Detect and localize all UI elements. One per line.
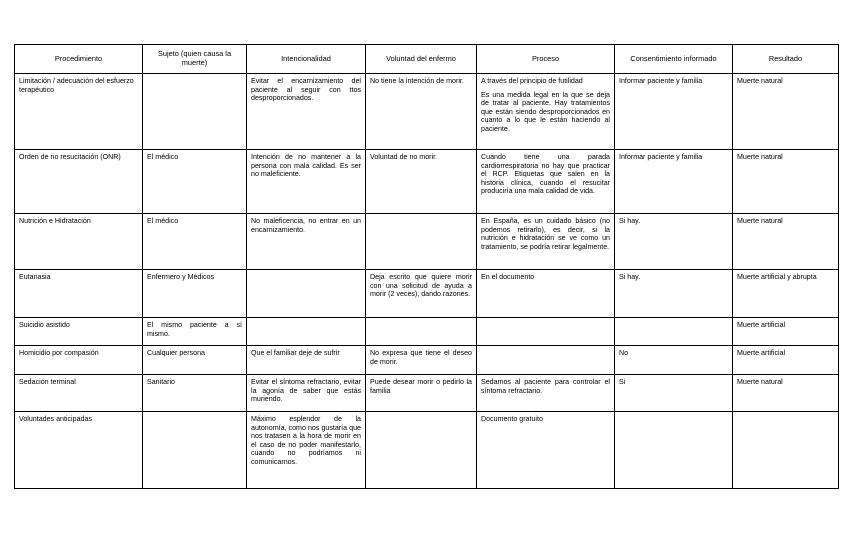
cell-resultado: Muerte natural [733,375,839,412]
cell-sujeto: El médico [143,214,247,270]
cell-proceso [477,318,615,346]
procedures-table [14,44,839,489]
cell-sujeto [143,74,247,150]
cell-intencionalidad: Evitar el encarnizamiento del paciente al seguir con ttos desproporcionados. [247,74,366,150]
cell-procedimiento: Voluntades anticipadas [15,412,143,489]
cell-consentimiento: Si hay. [615,270,733,318]
header-procedimiento: Procedimiento [15,45,143,74]
cell-voluntad: Voluntad de no morir. [366,150,477,214]
cell-proceso [477,74,615,150]
cell-resultado: Muerte natural [733,74,839,150]
table-row [15,346,839,375]
cell-voluntad: Puede desear morir o pedirlo la familia [366,375,477,412]
cell-proceso [477,375,615,412]
cell-resultado: Muerte artificial [733,318,839,346]
cell-proceso-paragraph: En España, es un cuidado básico (no podemos retirarlo), es decir, si la nutrición e hidratación se ve como un tratamiento, se podría retirar legalmente. [481,217,610,251]
cell-procedimiento: Sedación terminal [15,375,143,412]
cell-proceso [477,270,615,318]
table-row [15,375,839,412]
cell-voluntad: Deja escrito que quiere morir con una solicitud de ayuda a morir (2 veces), dando razones. [366,270,477,318]
cell-voluntad [366,412,477,489]
table-header [15,45,839,74]
table-row [15,150,839,214]
cell-proceso [477,346,615,375]
table-row [15,412,839,489]
cell-consentimiento [615,318,733,346]
cell-procedimiento: Limitación / adecuación del esfuerzo terapéutico [15,74,143,150]
table-body [15,74,839,489]
cell-consentimiento: Informar paciente y familia [615,74,733,150]
header-resultado: Resultado [733,45,839,74]
cell-sujeto: Sanitario [143,375,247,412]
cell-consentimiento: Informar paciente y familia [615,150,733,214]
cell-voluntad [366,318,477,346]
header-consentimiento: Consentimiento informado [615,45,733,74]
cell-voluntad: No tiene la intención de morir. [366,74,477,150]
cell-sujeto: El médico [143,150,247,214]
cell-intencionalidad [247,318,366,346]
header-intencionalidad: Intencionalidad [247,45,366,74]
cell-intencionalidad [247,270,366,318]
cell-consentimiento [615,412,733,489]
header-voluntad: Voluntad del enfermo [366,45,477,74]
table-row [15,318,839,346]
table-row [15,214,839,270]
cell-proceso-paragraph: Sedamos al paciente para controlar el síntoma refractario. [481,378,610,395]
cell-proceso [477,150,615,214]
cell-intencionalidad: Máximo esplendor de la autonomía, como nos gustaría que nos tratasen a la hora de morir en el caso de no poder manifestarlo, cuando no podríamos ni comunicarnos. [247,412,366,489]
cell-intencionalidad: Intención de no mantener a la persona con mala calidad. Es ser no maleficiente. [247,150,366,214]
cell-sujeto: Cualquier persona [143,346,247,375]
cell-procedimiento: Nutrición e Hidratación [15,214,143,270]
cell-sujeto: Enfermero y Médicos [143,270,247,318]
cell-proceso [477,412,615,489]
cell-intencionalidad: Evitar el síntoma refractario, evitar la agonía de saber que estás muriendo. [247,375,366,412]
cell-procedimiento: Orden de no resucitación (ONR) [15,150,143,214]
cell-proceso-paragraph: Documento gratuito [481,415,543,423]
cell-consentimiento: Si hay. [615,214,733,270]
cell-intencionalidad: Que el familiar deje de sufrir [247,346,366,375]
cell-procedimiento: Suicidio asistido [15,318,143,346]
cell-sujeto [143,412,247,489]
cell-intencionalidad: No maleficencia, no entrar en un encarnizamiento. [247,214,366,270]
cell-proceso-paragraph: A través del principio de futilidad [481,77,583,85]
cell-voluntad [366,214,477,270]
cell-sujeto: El mismo paciente a sí mismo. [143,318,247,346]
cell-proceso-paragraph: Cuando tiene una parada cardiorrespiratoria no hay que practicar el RCP. Etiquetas que salen en la historia clínica, cuando el resucitar produciría una mala calidad de vida. [481,153,610,196]
cell-procedimiento: Homicidio por compasión [15,346,143,375]
cell-resultado: Muerte natural [733,150,839,214]
cell-voluntad: No expresa que tiene el deseo de morir. [366,346,477,375]
cell-resultado: Muerte artificial [733,346,839,375]
cell-proceso-paragraph: En el documento [481,273,535,281]
cell-consentimiento: No [615,346,733,375]
cell-proceso-paragraph: Es una medida legal en la que se deja de tratar al paciente. Hay tratamientos que están siendo desproporcionados en cuanto a lo que le están haciendo al paciente. [481,90,610,133]
header-sujeto: Sujeto (quien causa la muerte) [143,45,247,74]
cell-resultado [733,412,839,489]
cell-resultado: Muerte artificial y abrupta [733,270,839,318]
cell-proceso [477,214,615,270]
table-row [15,74,839,150]
header-proceso: Proceso [477,45,615,74]
cell-procedimiento: Eutanasia [15,270,143,318]
header-row [15,45,839,74]
cell-consentimiento: Si [615,375,733,412]
table-row [15,270,839,318]
cell-resultado: Muerte natural [733,214,839,270]
